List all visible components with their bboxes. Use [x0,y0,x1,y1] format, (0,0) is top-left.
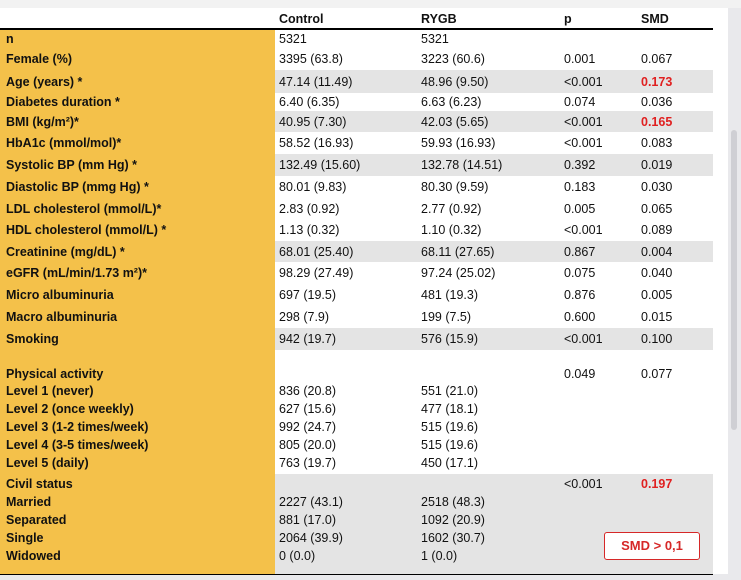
activity-level-rygb: 515 (19.6) [421,438,478,452]
smd-legend-box: SMD > 0,1 [604,532,700,560]
activity-level-control: 992 (24.7) [279,420,336,434]
cell-control: 80.01 (9.83) [279,180,347,194]
table-row [0,198,713,219]
cell-p: <0.001 [564,115,603,129]
cell-control: 132.49 (15.60) [279,158,361,172]
cell-rygb: 42.03 (5.65) [421,115,489,129]
cell-label: Smoking [6,332,59,346]
cell-smd: 0.036 [641,95,673,109]
header-control: Control [279,12,324,26]
cell-rygb: 97.24 (25.02) [421,266,496,280]
cell-control: 40.95 (7.30) [279,115,347,129]
activity-level-rygb: 477 (18.1) [421,402,478,416]
civil-level-control: 881 (17.0) [279,513,336,527]
civil-level-label: Married [6,495,52,509]
cell-rygb: 6.63 (6.23) [421,95,482,109]
cell-rygb: 68.11 (27.65) [421,245,495,259]
activity-level-rygb: 551 (21.0) [421,384,478,398]
civil-level-label: Widowed [6,549,61,563]
cell-control: 298 (7.9) [279,310,330,324]
cell-smd: 0.083 [641,136,673,150]
table-page [0,8,728,574]
cell-control: 3395 (63.8) [279,52,343,66]
cell-smd: 0.015 [641,310,673,324]
cell-rygb: 48.96 (9.50) [421,75,489,89]
table-row [0,262,713,284]
cell-p: 0.001 [564,52,596,66]
activity-level-rygb: 450 (17.1) [421,456,478,470]
cell-control: 942 (19.7) [279,332,336,346]
header-row [0,10,713,28]
cell-p: 0.867 [564,245,596,259]
cell-control: 58.52 (16.93) [279,136,354,150]
cell-p: 0.600 [564,310,596,324]
cell-p: 0.392 [564,158,596,172]
activity-level-control: 805 (20.0) [279,438,336,452]
cell-control: 1.13 (0.32) [279,223,340,237]
cell-p: 0.005 [564,202,596,216]
cell-label: Diastolic BP (mmg Hg) * [6,180,149,194]
cell-p: <0.001 [564,136,603,150]
civil-level-rygb: 2518 (48.3) [421,495,485,509]
civil-level-label: Separated [6,513,67,527]
cell-p: 0.074 [564,95,596,109]
cell-rygb: 80.30 (9.59) [421,180,489,194]
cell-rygb: 1.10 (0.32) [421,223,482,237]
cell-label: LDL cholesterol (mmol/L)* [6,202,162,216]
activity-level-rygb: 515 (19.6) [421,420,478,434]
table-row [0,241,713,262]
civil-status-p: <0.001 [564,477,603,491]
cell-p: <0.001 [564,223,603,237]
physical-activity-p: 0.049 [564,367,596,381]
cell-label: n [6,32,14,46]
cell-p: 0.075 [564,266,596,280]
header-rygb: RYGB [421,12,457,26]
cell-label: Systolic BP (mm Hg) * [6,158,138,172]
activity-level-label: Level 2 (once weekly) [6,402,134,416]
cell-smd: 0.019 [641,158,673,172]
cell-label: Female (%) [6,52,72,66]
cell-label: HbA1c (mmol/mol)* [6,136,122,150]
cell-smd: 0.100 [641,332,673,346]
cell-label: Creatinine (mg/dL) * [6,245,125,259]
cell-label: Micro albuminuria [6,288,114,302]
cell-label: BMI (kg/m²)* [6,115,79,129]
civil-level-rygb: 1092 (20.9) [421,513,485,527]
activity-level-label: Level 1 (never) [6,384,94,398]
cell-rygb: 59.93 (16.93) [421,136,496,150]
cell-control: 47.14 (11.49) [279,75,353,89]
table-row [0,111,713,132]
scrollbar[interactable] [731,130,737,430]
cell-rygb: 576 (15.9) [421,332,478,346]
cell-smd: 0.040 [641,266,673,280]
cell-p: <0.001 [564,75,603,89]
table-row [0,48,713,70]
cell-smd: 0.067 [641,52,673,66]
activity-level-control: 836 (20.8) [279,384,336,398]
civil-level-control: 2227 (43.1) [279,495,343,509]
cell-rygb: 5321 [421,32,449,46]
cell-smd: 0.005 [641,288,673,302]
cell-smd: 0.065 [641,202,673,216]
table-row [0,93,713,111]
table-row [0,306,713,328]
cell-control: 6.40 (6.35) [279,95,340,109]
cell-control: 2.83 (0.92) [279,202,340,216]
physical-activity-title: Physical activity [6,367,104,381]
civil-level-rygb: 1 (0.0) [421,549,458,563]
civil-level-label: Single [6,531,44,545]
table-row [0,30,713,48]
cell-smd: 0.165 [641,115,673,129]
cell-label: HDL cholesterol (mmol/L) * [6,223,167,237]
cell-control: 5321 [279,32,307,46]
cell-smd: 0.089 [641,223,673,237]
top-bar [0,0,741,8]
civil-level-control: 2064 (39.9) [279,531,343,545]
activity-level-label: Level 5 (daily) [6,456,89,470]
cell-label: Macro albuminuria [6,310,118,324]
cell-p: 0.876 [564,288,596,302]
table-row [0,176,713,198]
physical-activity-smd: 0.077 [641,367,673,381]
civil-level-rygb: 1602 (30.7) [421,531,485,545]
header-smd: SMD [641,12,669,26]
table-row [0,132,713,154]
table-row [0,154,713,176]
cell-smd: 0.004 [641,245,673,259]
activity-level-label: Level 4 (3-5 times/week) [6,438,149,452]
activity-level-label: Level 3 (1-2 times/week) [6,420,149,434]
civil-level-control: 0 (0.0) [279,549,316,563]
cell-smd: 0.030 [641,180,673,194]
cell-p: 0.183 [564,180,596,194]
cell-rygb: 132.78 (14.51) [421,158,503,172]
physical-activity-block [0,365,713,482]
cell-label: eGFR (mL/min/1.73 m²)* [6,266,147,280]
cell-control: 697 (19.5) [279,288,336,302]
cell-label: Age (years) * [6,75,83,89]
cell-rygb: 481 (19.3) [421,288,478,302]
civil-status-smd: 0.197 [641,477,673,491]
cell-smd: 0.173 [641,75,673,89]
header-p: p [564,12,572,26]
cell-rygb: 2.77 (0.92) [421,202,482,216]
cell-rygb: 199 (7.5) [421,310,472,324]
table-row [0,328,713,350]
cell-p: <0.001 [564,332,603,346]
cell-control: 68.01 (25.40) [279,245,354,259]
table-bottom-rule [0,574,713,575]
cell-control: 98.29 (27.49) [279,266,354,280]
activity-level-control: 627 (15.6) [279,402,336,416]
cell-rygb: 3223 (60.6) [421,52,485,66]
cell-label: Diabetes duration * [6,95,120,109]
civil-status-title: Civil status [6,477,73,491]
table-row [0,219,713,241]
table-row [0,70,713,93]
table-row [0,284,713,306]
activity-level-control: 763 (19.7) [279,456,336,470]
